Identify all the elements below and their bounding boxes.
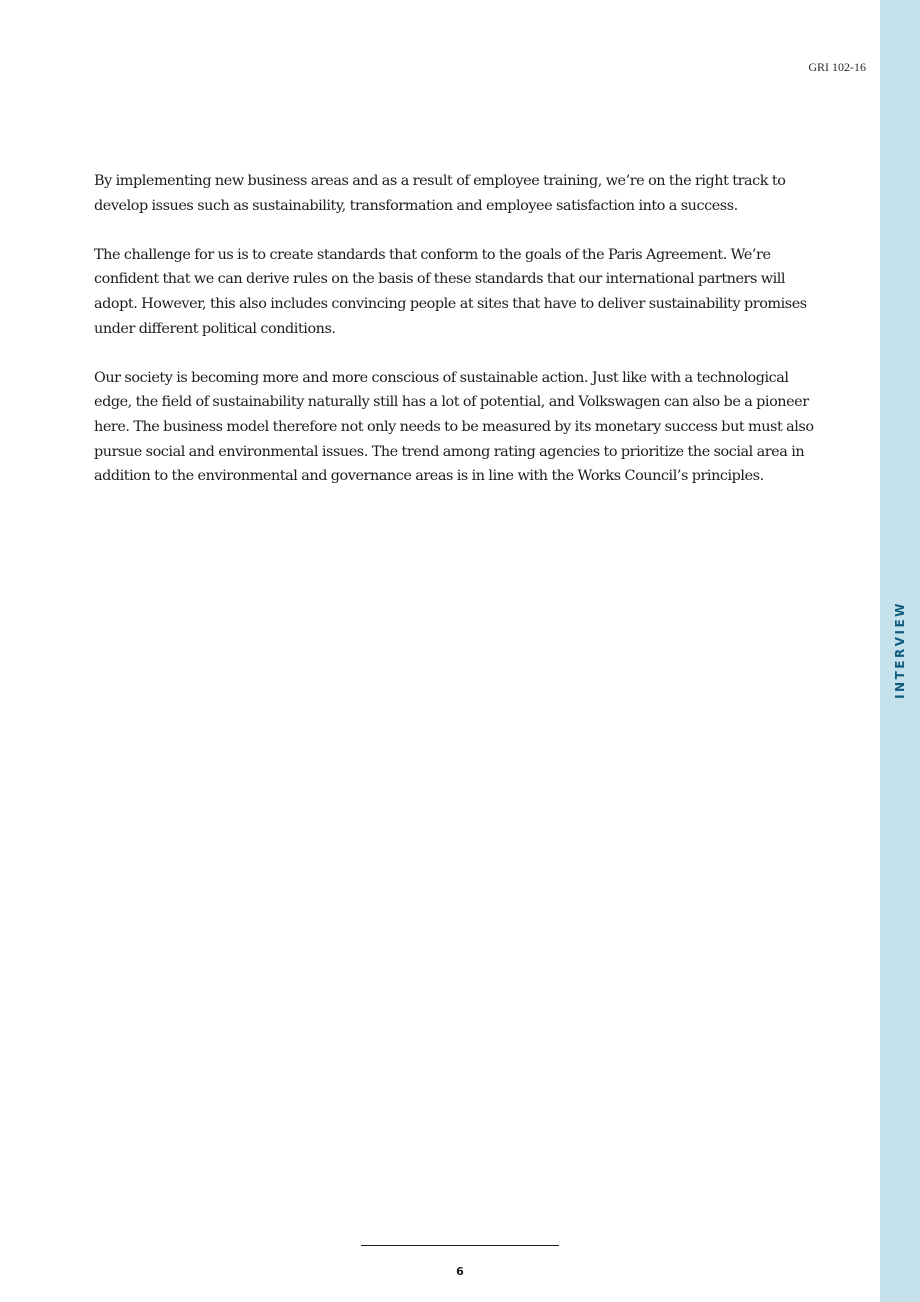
page-number: 6	[456, 1265, 464, 1278]
paragraph: Our society is becoming more and more conscious of sustainable action. Just like with a technological edge, the field of sustainability naturally still has a lot of potential, and Volkswagen can also be a pioneer here. The business model therefore not only needs to be measured by its monetary success but must also pursue social and environmental issues. The trend among rating agencies to prioritize the social area in addition to the environmental and governance areas is in line with the Works Council’s principles.	[94, 369, 814, 485]
gri-reference: GRI 102-16	[808, 60, 866, 74]
body-text	[94, 169, 822, 513]
section-sidebar	[880, 0, 920, 1302]
section-label[interactable]: INTERVIEW	[893, 601, 907, 699]
footer-divider	[361, 1245, 559, 1246]
paragraph: By implementing new business areas and as a result of employee training, we’re on the right track to develop issues such as sustainability, transformation and employee satisfaction into a success.	[94, 173, 786, 214]
paragraph: The challenge for us is to create standards that conform to the goals of the Paris Agreement. We’re confident that we can derive rules on the basis of these standards that our international partners will adopt. However, this also includes convincing people at sites that have to deliver sustainability promises under different political conditions.	[94, 246, 807, 337]
